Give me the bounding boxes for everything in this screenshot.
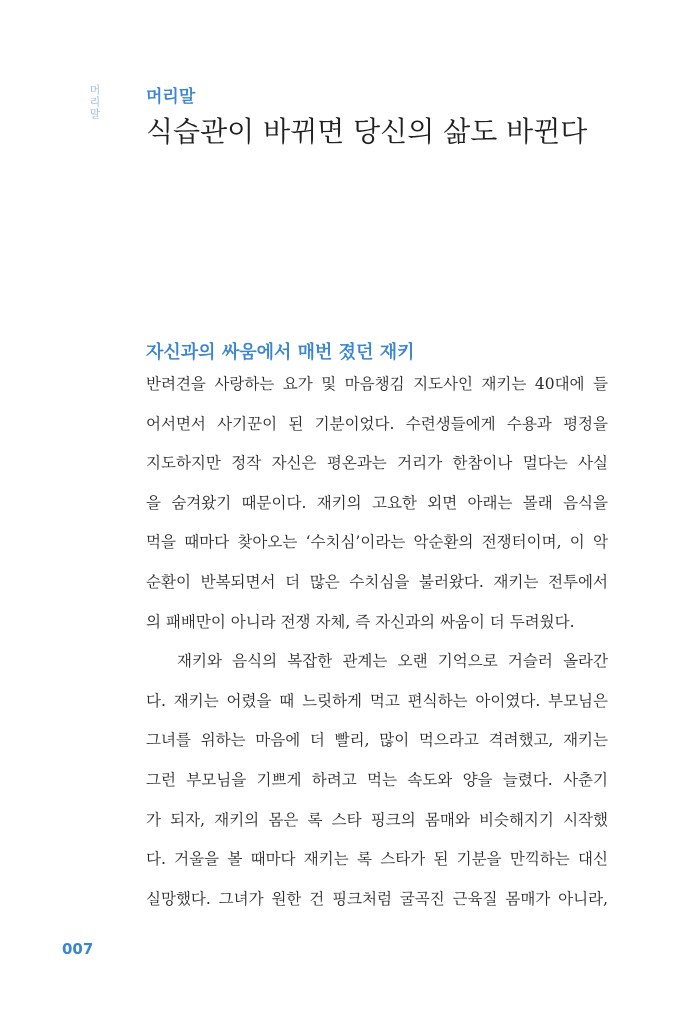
text-line: 지도하지만 정작 자신은 평온과는 거리가 한참이나 멀다는 사실	[146, 454, 608, 473]
chapter-label: 머리말	[146, 87, 196, 107]
text-line: 어서면서 사기꾼이 된 기분이었다. 수련생들에게 수용과 평정을	[146, 414, 608, 433]
text-line: 반려견을 사랑하는 요가 및 마음챙김 지도사인 재키는 40대에 들	[146, 375, 608, 393]
body-text	[146, 365, 608, 919]
text-line: 순환이 반복되면서 더 많은 수치심을 불러왔다. 재키는 전투에서	[146, 572, 608, 591]
text-line: 그런 부모님을 기쁘게 하려고 먹는 속도와 양을 늘렸다. 사춘기	[146, 770, 608, 789]
text-line: 재키와 음식의 복잡한 관계는 오랜 기억으로 거슬러 올라간	[177, 652, 608, 671]
paragraph-1	[146, 365, 608, 642]
text-line: 가 되자, 재키의 몸은 록 스타 핑크의 몸매와 비슷해지기 시작했	[146, 810, 608, 829]
text-line: 먹을 때마다 찾아오는 ‘수치심’이라는 악순환의 전쟁터이며, 이 악	[146, 533, 608, 552]
text-line: 실망했다. 그녀가 원한 건 핑크처럼 굴곡진 근육질 몸매가 아니라,	[146, 889, 608, 908]
text-line: 다. 재키는 어렸을 때 느릿하게 먹고 편식하는 아이였다. 부모님은	[146, 691, 608, 710]
text-line: 의 패배만이 아니라 전쟁 자체, 즉 자신과의 싸움이 더 두려웠다.	[146, 612, 575, 631]
page-number: 007	[62, 940, 94, 958]
chapter-title: 식습관이 바뀌면 당신의 삶도 바뀐다	[146, 115, 588, 148]
paragraph-2	[146, 642, 608, 919]
text-line: 그녀를 위하는 마음에 더 빨리, 많이 먹으라고 격려했고, 재키는	[146, 731, 608, 750]
text-line: 을 숨겨왔기 때문이다. 재키의 고요한 외면 아래는 몰래 음식을	[146, 493, 608, 512]
running-header-vertical: 머리말	[88, 84, 101, 120]
text-line: 다. 거울을 볼 때마다 재키는 록 스타가 된 기분을 만끽하는 대신	[146, 850, 608, 869]
section-heading: 자신과의 싸움에서 매번 졌던 재키	[146, 342, 415, 363]
